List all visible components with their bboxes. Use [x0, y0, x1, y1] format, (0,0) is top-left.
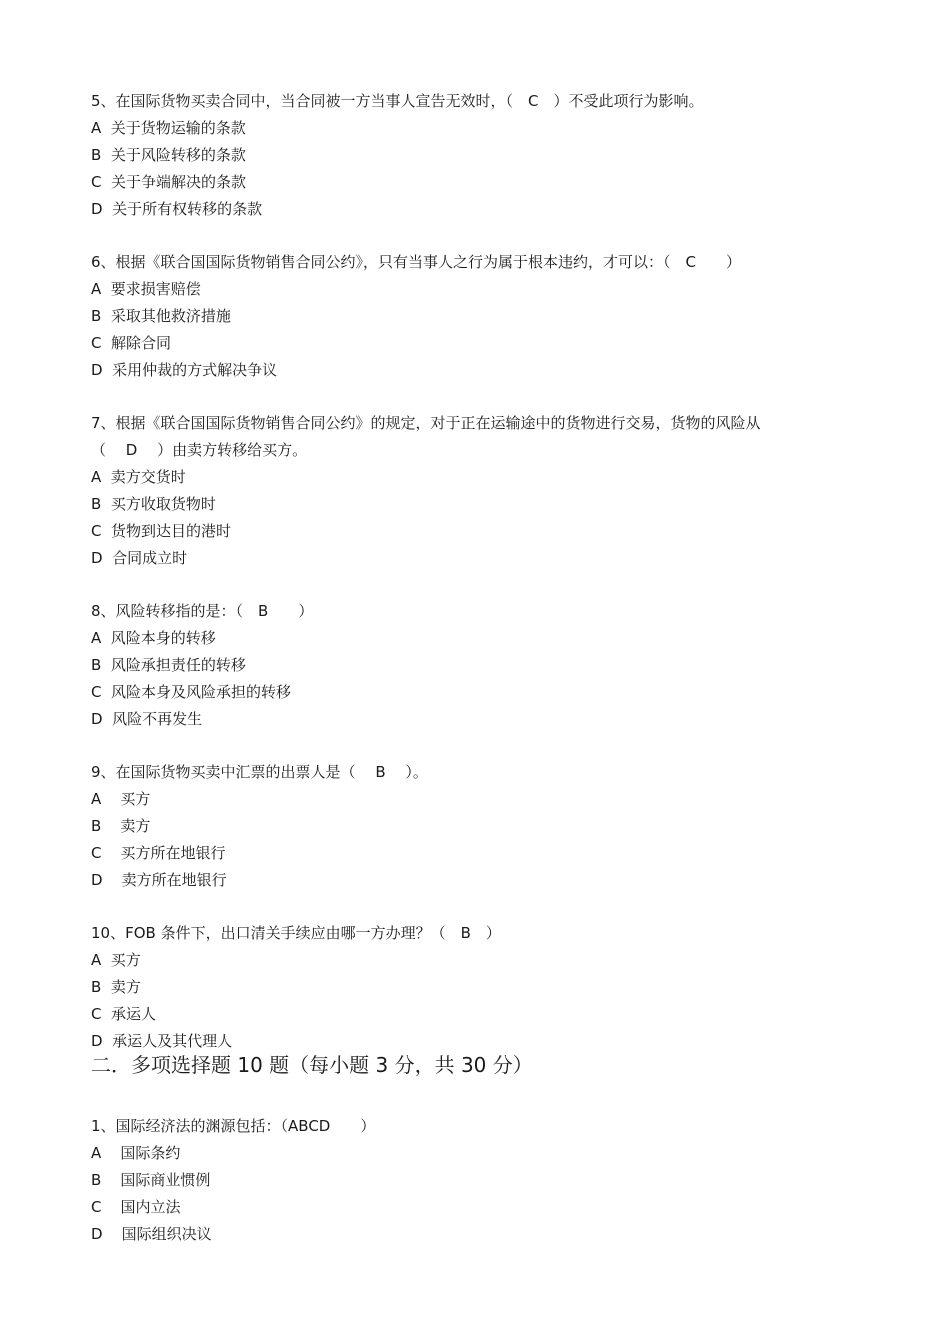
- option-a: A 卖方交货时: [91, 468, 186, 486]
- option-d: D 关于所有权转移的条款: [91, 200, 263, 218]
- option-c: C 买方所在地银行: [91, 844, 226, 862]
- question-stem-continued: （ D ）由卖方转移给买方。: [91, 441, 308, 459]
- option-b: B 卖方: [91, 817, 151, 835]
- option-a: A 买方: [91, 951, 141, 969]
- option-d: D 采用仲裁的方式解决争议: [91, 361, 278, 379]
- option-b: B 采取其他救济措施: [91, 307, 231, 325]
- option-c: C 关于争端解决的条款: [91, 173, 247, 191]
- multi-question-1: [91, 1113, 871, 1248]
- question-6: [91, 249, 871, 384]
- question-8: [91, 598, 871, 733]
- question-stem: 6、根据《联合国国际货物销售合同公约》，只有当事人之行为属于根本违约，才可以：（ C ）: [91, 253, 742, 271]
- option-d: D 合同成立时: [91, 549, 188, 567]
- option-b: B 关于风险转移的条款: [91, 146, 246, 164]
- option-d: D 风险不再发生: [91, 710, 203, 728]
- question-7: [91, 410, 871, 572]
- option-b: B 卖方: [91, 978, 141, 996]
- question-10: [91, 920, 871, 1055]
- option-a: A 国际条约: [91, 1144, 181, 1162]
- option-b: B 风险承担责任的转移: [91, 656, 246, 674]
- question-stem: 8、风险转移指的是：（ B ）: [91, 602, 314, 620]
- option-c: C 解除合同: [91, 334, 172, 352]
- question-stem: 10、FOB 条件下，出口清关手续应由哪一方办理？（ B ）: [91, 924, 501, 942]
- option-a: A 风险本身的转移: [91, 629, 216, 647]
- option-c: C 国内立法: [91, 1198, 181, 1216]
- document-page: [91, 88, 871, 1248]
- option-d: D 承运人及其代理人: [91, 1032, 233, 1050]
- option-c: C 货物到达目的港时: [91, 522, 232, 540]
- question-9: [91, 759, 871, 894]
- option-c: C 风险本身及风险承担的转移: [91, 683, 292, 701]
- option-b: B 买方收取货物时: [91, 495, 216, 513]
- option-b: B 国际商业惯例: [91, 1171, 211, 1189]
- option-d: D 国际组织决议: [91, 1225, 212, 1243]
- question-stem: 9、在国际货物买卖中汇票的出票人是（ B ）。: [91, 763, 428, 781]
- option-a: A 要求损害赔偿: [91, 280, 201, 298]
- question-stem: 5、在国际货物买卖合同中，当合同被一方当事人宣告无效时，（ C ）不受此项行为影响。: [91, 92, 704, 110]
- option-a: A 关于货物运输的条款: [91, 119, 246, 137]
- option-a: A 买方: [91, 790, 151, 808]
- option-c: C 承运人: [91, 1005, 157, 1023]
- question-stem: 1、国际经济法的渊源包括：（ABCD ）: [91, 1117, 376, 1135]
- question-5: [91, 88, 871, 223]
- question-stem: 7、根据《联合国国际货物销售合同公约》的规定，对于正在运输途中的货物进行交易，货物的风险从: [91, 414, 761, 432]
- section-heading-multiple-choice: 二．多项选择题 10 题（每小题 3 分，共 30 分）: [91, 1053, 533, 1077]
- option-d: D 卖方所在地银行: [91, 871, 227, 889]
